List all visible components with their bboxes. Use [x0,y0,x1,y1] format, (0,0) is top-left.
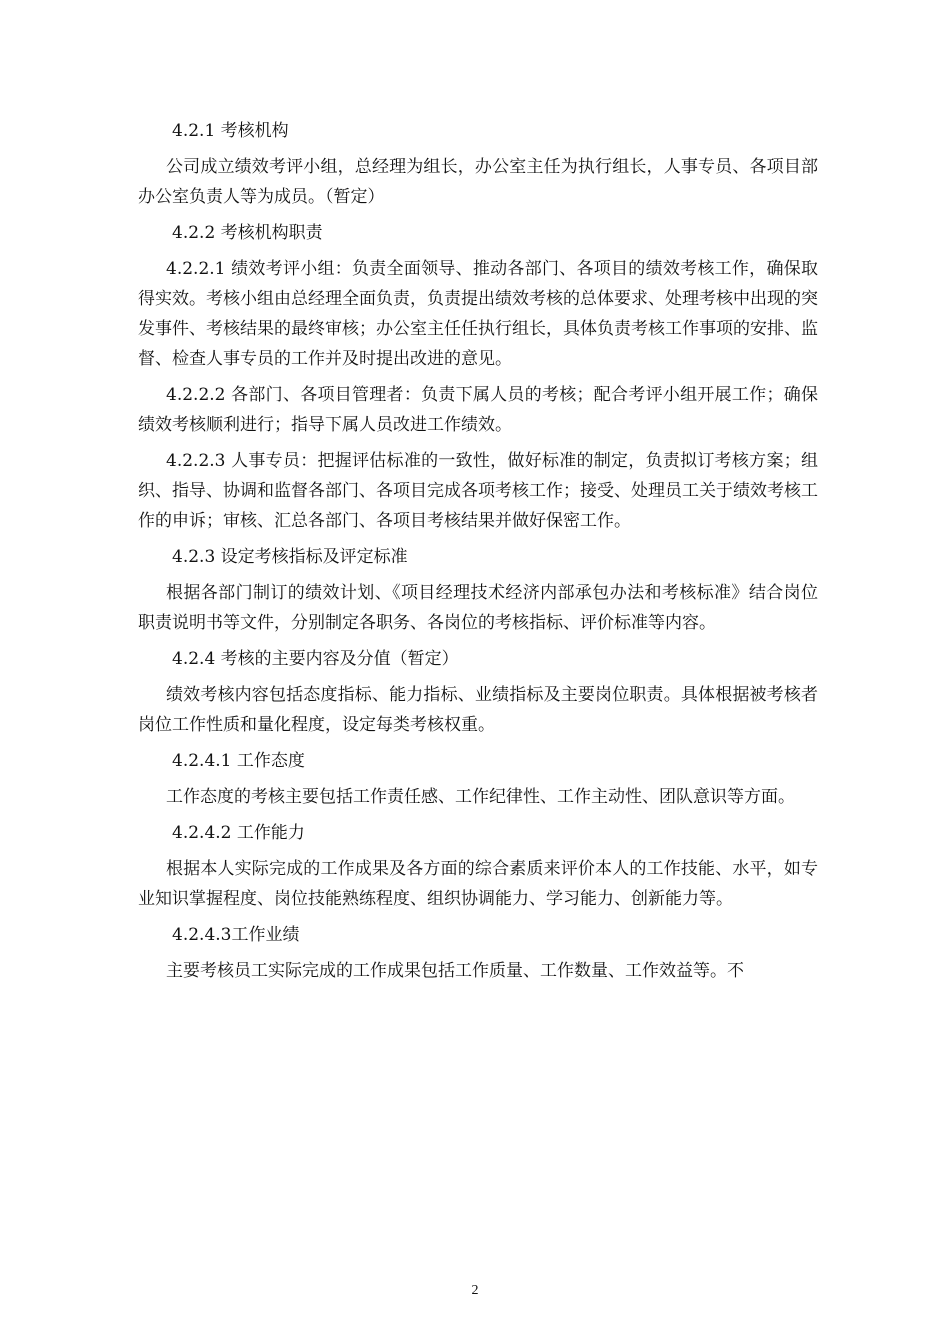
paragraph: 公司成立绩效考评小组，总经理为组长，办公室主任为执行组长，人事专员、各项目部办公室负责人等为成员。（暂定） [138,157,818,207]
paragraph: 根据本人实际完成的工作成果及各方面的综合素质来评价本人的工作技能、水平，如专业知识掌握程度、岗位技能熟练程度、组织协调能力、学习能力、创新能力等。 [138,859,818,909]
page-number: 2 [471,1283,479,1298]
paragraph: 工作态度的考核主要包括工作责任感、工作纪律性、工作主动性、团队意识等方面。 [166,787,795,807]
heading-4-2-4-1: 4.2.4.1 工作态度 [172,751,305,771]
paragraph: 4.2.2.2 各部门、各项目管理者：负责下属人员的考核；配合考评小组开展工作；确保绩效考核顺利进行；指导下属人员改进工作绩效。 [138,385,818,435]
heading-4-2-3: 4.2.3 设定考核指标及评定标准 [172,547,408,567]
heading-4-2-4-2: 4.2.4.2 工作能力 [172,823,305,843]
paragraph: 根据各部门制订的绩效计划、《项目经理技术经济内部承包办法和考核标准》结合岗位职责说明书等文件，分别制定各职务、各岗位的考核指标、评价标准等内容。 [138,583,818,633]
heading-4-2-4-3: 4.2.4.3工作业绩 [172,925,300,945]
paragraph: 4.2.2.1 绩效考评小组：负责全面领导、推动各部门、各项目的绩效考核工作，确保取得实效。考核小组由总经理全面负责，负责提出绩效考核的总体要求、处理考核中出现的突发事件、考核结果的最终审核；办公室主任任执行组长，具体负责考核工作事项的安排、监督、检查人事专员的工作并及时提出改进的意见。 [138,259,818,369]
paragraph: 主要考核员工实际完成的工作成果包括工作质量、工作数量、工作效益等。不 [166,961,744,981]
heading-4-2-2: 4.2.2 考核机构职责 [172,223,323,243]
paragraph: 4.2.2.3 人事专员：把握评估标准的一致性，做好标准的制定，负责拟订考核方案；组织、指导、协调和监督各部门、各项目完成各项考核工作；接受、处理员工关于绩效考核工作的申诉；审核、汇总各部门、各项目考核结果并做好保密工作。 [138,451,818,531]
heading-4-2-1: 4.2.1 考核机构 [172,121,289,141]
heading-4-2-4: 4.2.4 考核的主要内容及分值（暂定） [172,649,459,669]
document-body [138,116,818,992]
paragraph: 绩效考核内容包括态度指标、能力指标、业绩指标及主要岗位职责。具体根据被考核者岗位工作性质和量化程度，设定每类考核权重。 [138,685,818,735]
